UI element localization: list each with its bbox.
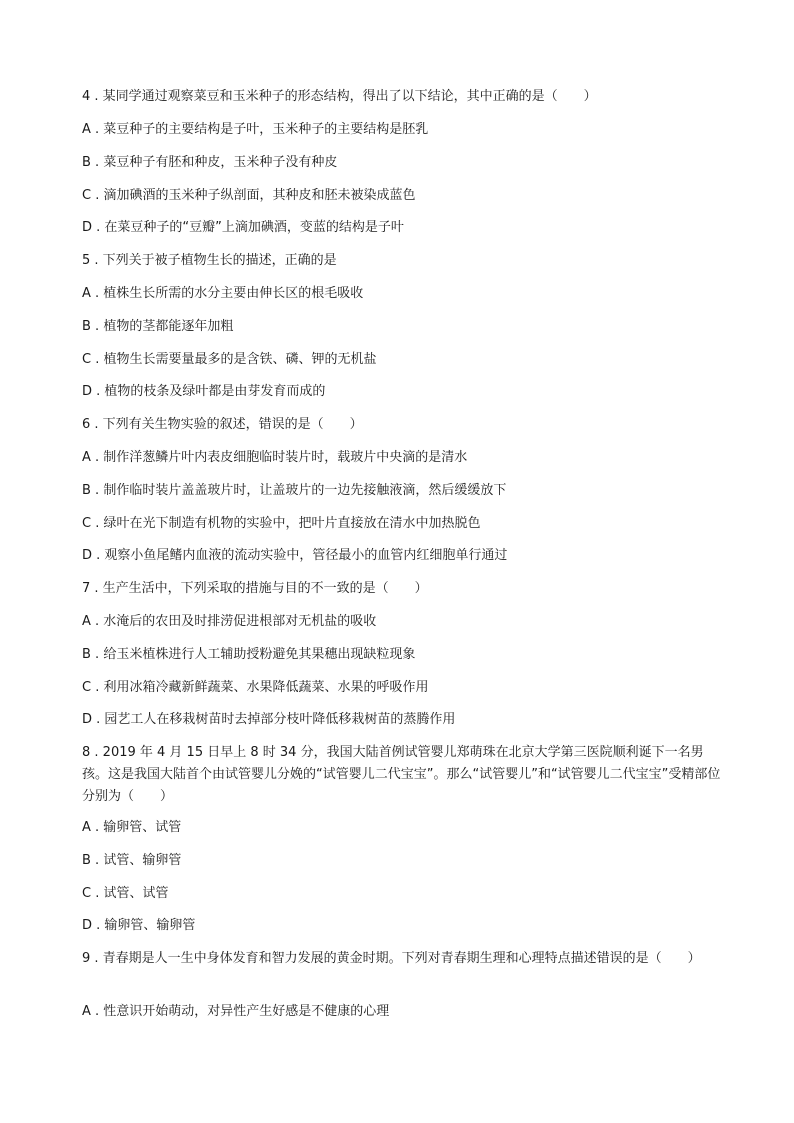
question-4-option-b: B . 菜豆种子有胚和种皮，玉米种子没有种皮 [82,155,338,170]
question-5-option-a: A . 植株生长所需的水分主要由伸长区的根毛吸收 [82,286,364,301]
question-5-option-d: D . 植物的枝条及绿叶都是由芽发育而成的 [82,384,326,399]
question-6-option-d: D . 观察小鱼尾鳍内血液的流动实验中，管径最小的血管内红细胞单行通过 [82,548,508,563]
question-7-option-a: A . 水淹后的农田及时排涝促进根部对无机盐的吸收 [82,614,377,629]
question-7-option-c: C . 利用冰箱冷藏新鲜蔬菜、水果降低蔬菜、水果的呼吸作用 [82,680,429,695]
question-9-option-a: A . 性意识开始萌动，对异性产生好感是不健康的心理 [82,1004,390,1019]
question-7-option-d: D . 园艺工人在移栽树苗时去掉部分枝叶降低移栽树苗的蒸腾作用 [82,712,456,727]
question-4-stem: 4 . 某同学通过观察菜豆和玉米种子的形态结构，得出了以下结论，其中正确的是（ ） [82,89,597,104]
question-5-option-c: C . 植物生长需要量最多的是含铁、磷、钾的无机盐 [82,352,377,367]
question-6-option-a: A . 制作洋葱鳞片叶内表皮细胞临时装片时，载玻片中央滴的是清水 [82,450,468,465]
question-4-option-c: C . 滴加碘酒的玉米种子纵剖面，其种皮和胚未被染成蓝色 [82,188,416,203]
question-8-stem: 8 . 2019 年 4 月 15 日早上 8 时 34 分，我国大陆首例试管婴儿郑萌珠在北京大学第三医院顺利诞下一名男孩。这是我国大陆首个由试管婴儿分娩的“试管婴儿二代宝宝”。那么“试管婴儿”和“试管婴儿二代宝宝”受精部位分别为（ ） [82,745,721,804]
question-6-stem: 6 . 下列有关生物实验的叙述，错误的是（ ） [82,417,363,432]
question-8-option-c: C . 试管、试管 [82,886,169,901]
question-4-option-a: A . 菜豆种子的主要结构是子叶，玉米种子的主要结构是胚乳 [82,122,429,137]
question-9-stem: 9 . 青春期是人一生中身体发育和智力发展的黄金时期。下列对青春期生理和心理特点描述错误的是（ ） [82,951,701,966]
question-8-option-a: A . 输卵管、试管 [82,820,182,835]
question-7-option-b: B . 给玉米植株进行人工辅助授粉避免其果穗出现缺粒现象 [82,647,416,662]
question-6-option-c: C . 绿叶在光下制造有机物的实验中，把叶片直接放在清水中加热脱色 [82,516,481,531]
question-8-option-d: D . 输卵管、输卵管 [82,918,196,933]
question-7-stem: 7 . 生产生活中，下列采取的措施与目的不一致的是（ ） [82,581,428,596]
question-4-option-d: D . 在菜豆种子的“豆瓣”上滴加碘酒，变蓝的结构是子叶 [82,220,404,235]
question-8-option-b: B . 试管、输卵管 [82,853,182,868]
question-5-stem: 5 . 下列关于被子植物生长的描述，正确的是 [82,253,337,268]
question-6-option-b: B . 制作临时装片盖盖玻片时，让盖玻片的一边先接触液滴，然后缓缓放下 [82,483,507,498]
question-5-option-b: B . 植物的茎都能逐年加粗 [82,319,234,334]
